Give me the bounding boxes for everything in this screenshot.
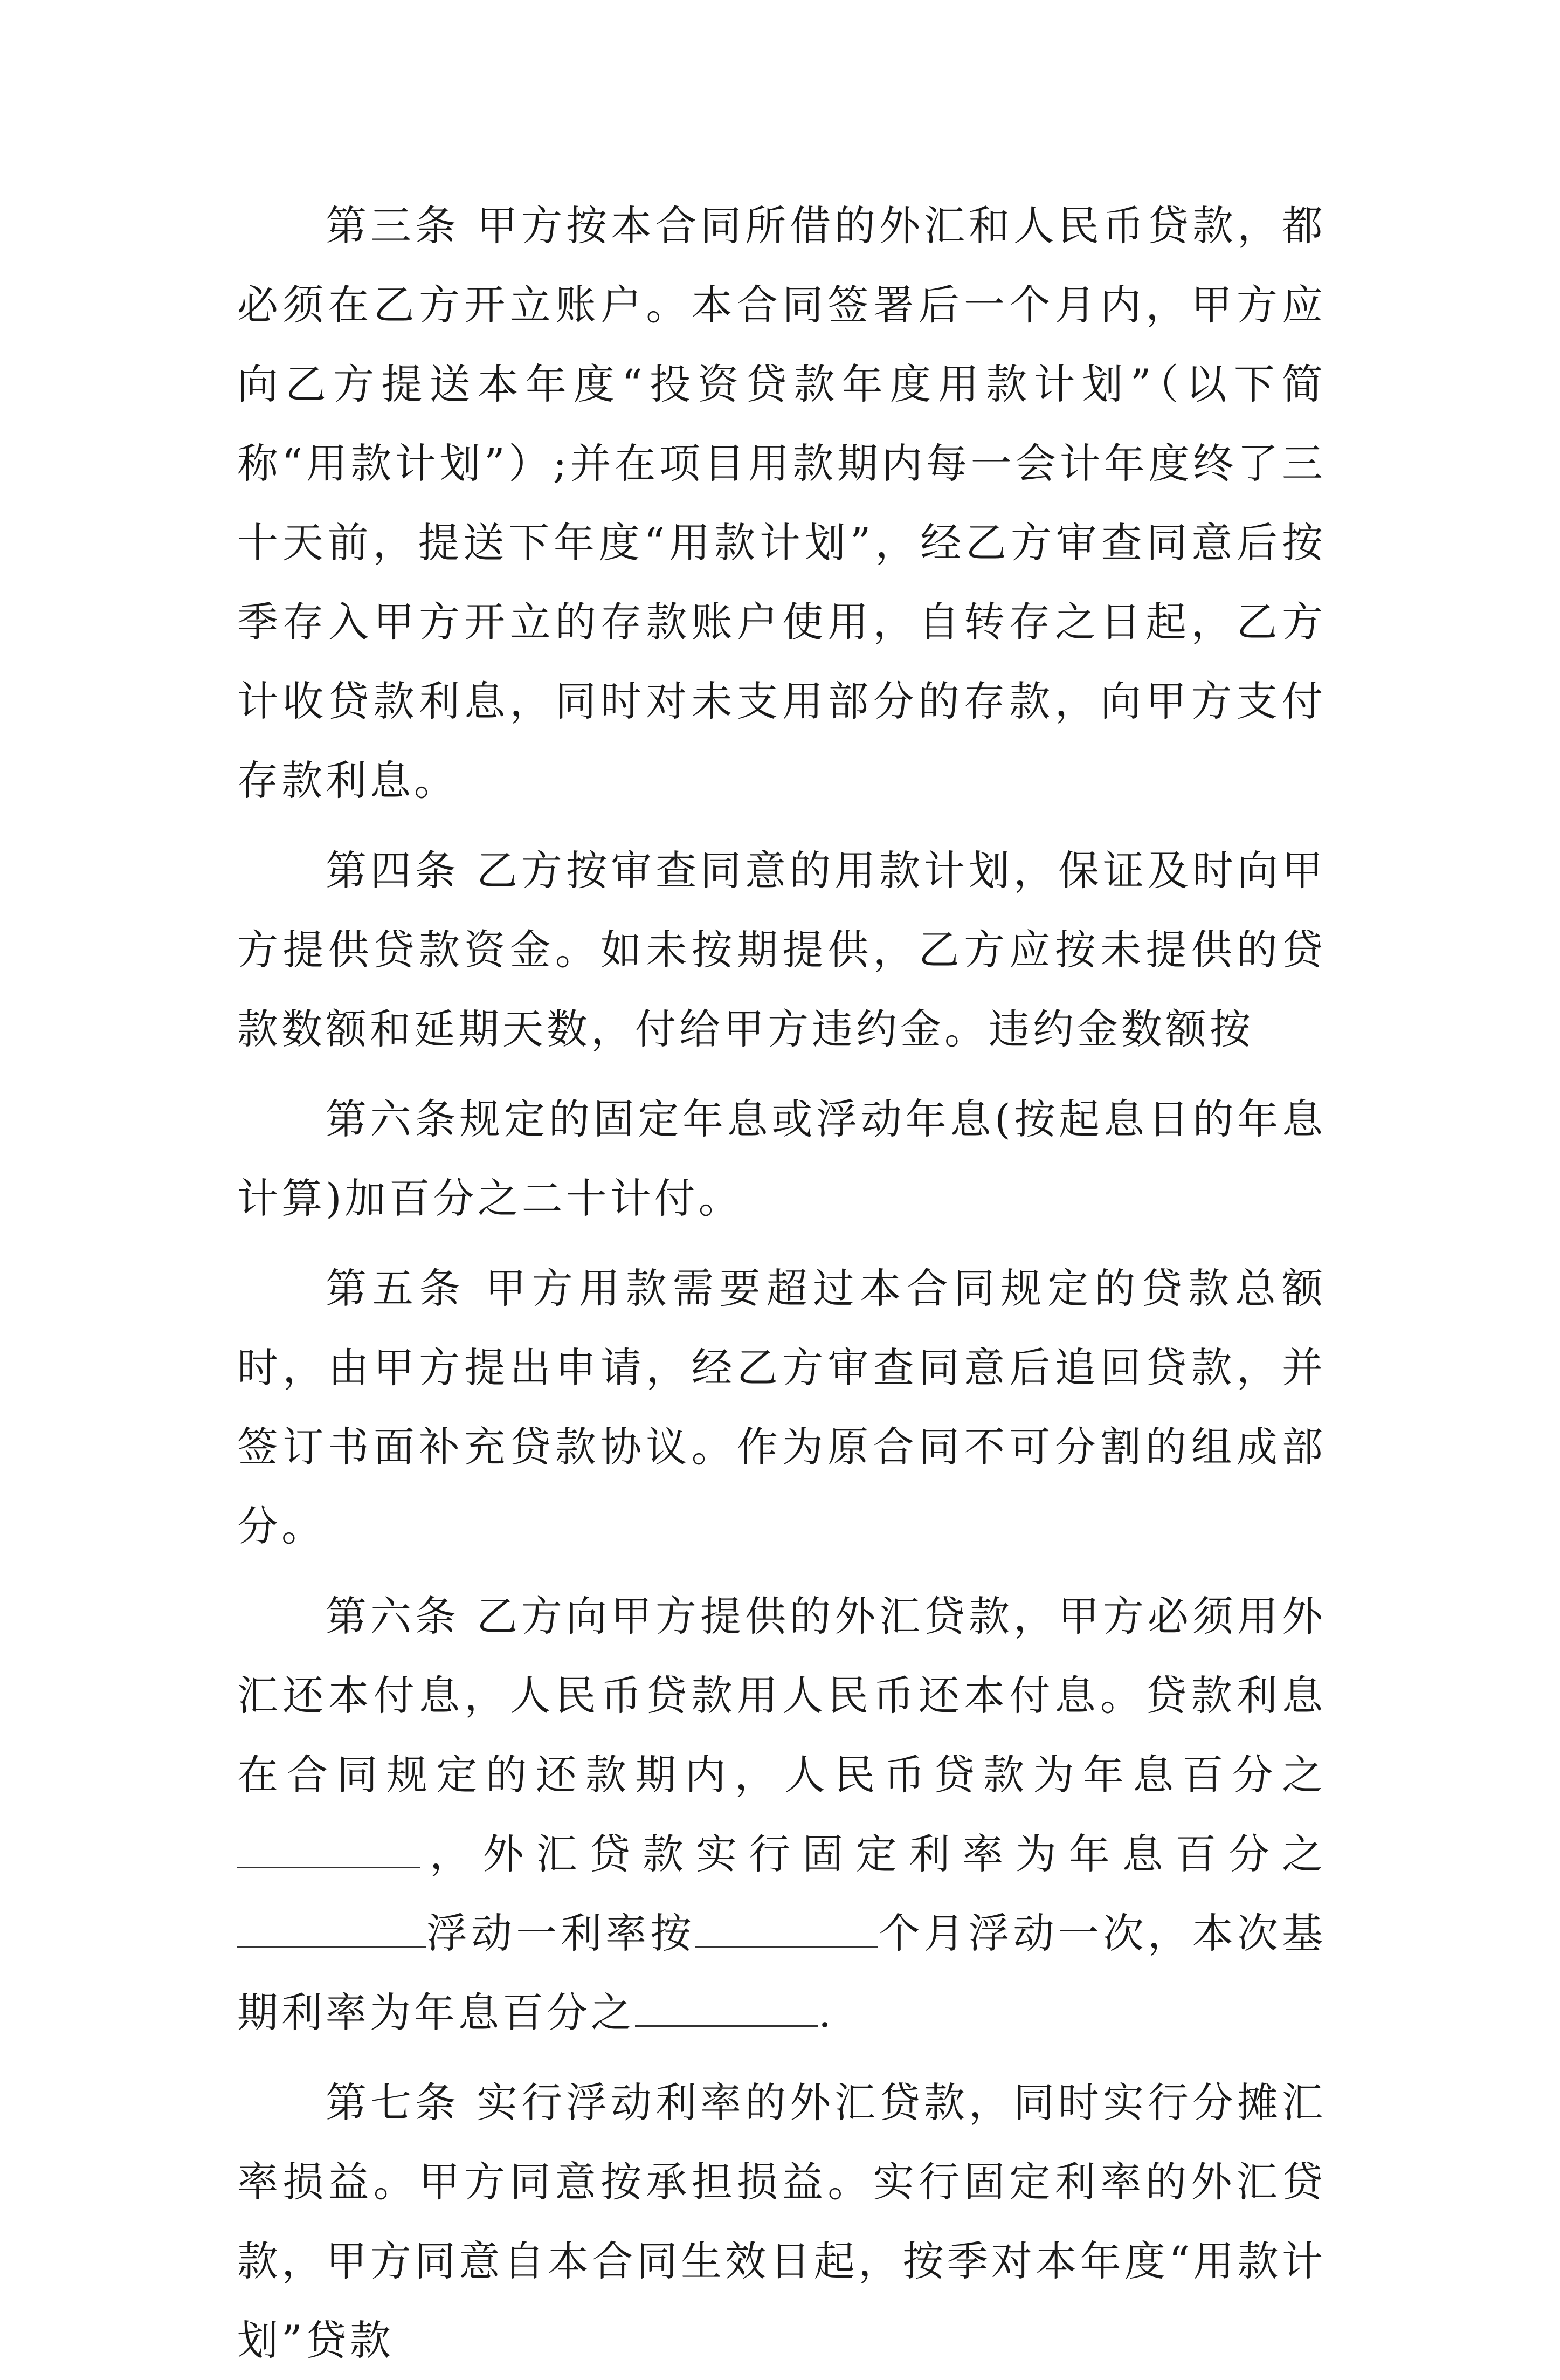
float-period-blank [695, 1914, 878, 1948]
article-6-text-b: ，外汇贷款实行固定利率为年息百分之 [420, 1830, 1326, 1878]
paragraph-gap [237, 820, 1326, 831]
base-rate-blank [635, 1993, 818, 2027]
contract-text [237, 186, 1326, 2380]
article-4: 第四条 乙方按审查同意的用款计划，保证及时向甲方提供贷款资金。如未按期提供，乙方应按未提供的贷款数额和延期天数，付给甲方违约金。违约金数额按 [237, 847, 1326, 1053]
fixed-rate-blank [237, 1914, 426, 1948]
article-6-text-d: 个月浮动一次，本次基期利率为年息百分之 [237, 1909, 1327, 2037]
article-4-continuation: 第六条规定的固定年息或浮动年息(按起息日的年息计算)加百分之二十计付。 [237, 1095, 1326, 1222]
rmb-rate-blank [237, 1834, 420, 1868]
paragraph-gap [237, 1238, 1326, 1249]
article-6-text-a: 第六条 乙方向甲方提供的外汇贷款，甲方必须用外汇还本付息，人民币贷款用人民币还本付息。贷款利息在合同规定的还款期内，人民币贷款为年息百分之 [237, 1592, 1326, 1799]
article-6-text-c: 浮动一利率按 [426, 1909, 695, 1957]
article-3: 第三条 甲方按本合同所借的外汇和人民币贷款，都必须在乙方开立账户。本合同签署后一个月内，甲方应向乙方提送本年度“投资贷款年度用款计划”（以下简称“用款计划”）;并在项目用款期内每一会计年度终了三十天前，提送下年度“用款计划”，经乙方审查同意后按季存入甲方开立的存款账户使用，自转存之日起，乙方计收贷款利息，同时对未支用部分的存款，向甲方支付存款利息。 [237, 202, 1326, 804]
article-6-text-e: . [818, 1989, 835, 2037]
article-7: 第七条 实行浮动利率的外汇贷款，同时实行分摊汇率损益。甲方同意按承担损益。实行固定利率的外汇贷款，甲方同意自本合同生效日起，按季对本年度“用款计划”贷款 [237, 2079, 1326, 2364]
article-6 [237, 1577, 1326, 2052]
paragraph-gap [237, 1069, 1326, 1079]
paragraph-gap [237, 2052, 1326, 2063]
article-5: 第五条 甲方用款需要超过本合同规定的贷款总额时，由甲方提出申请，经乙方审查同意后追回贷款，并签订书面补充贷款协议。作为原合同不可分割的组成部分。 [237, 1264, 1326, 1550]
paragraph-gap [237, 1566, 1326, 1577]
